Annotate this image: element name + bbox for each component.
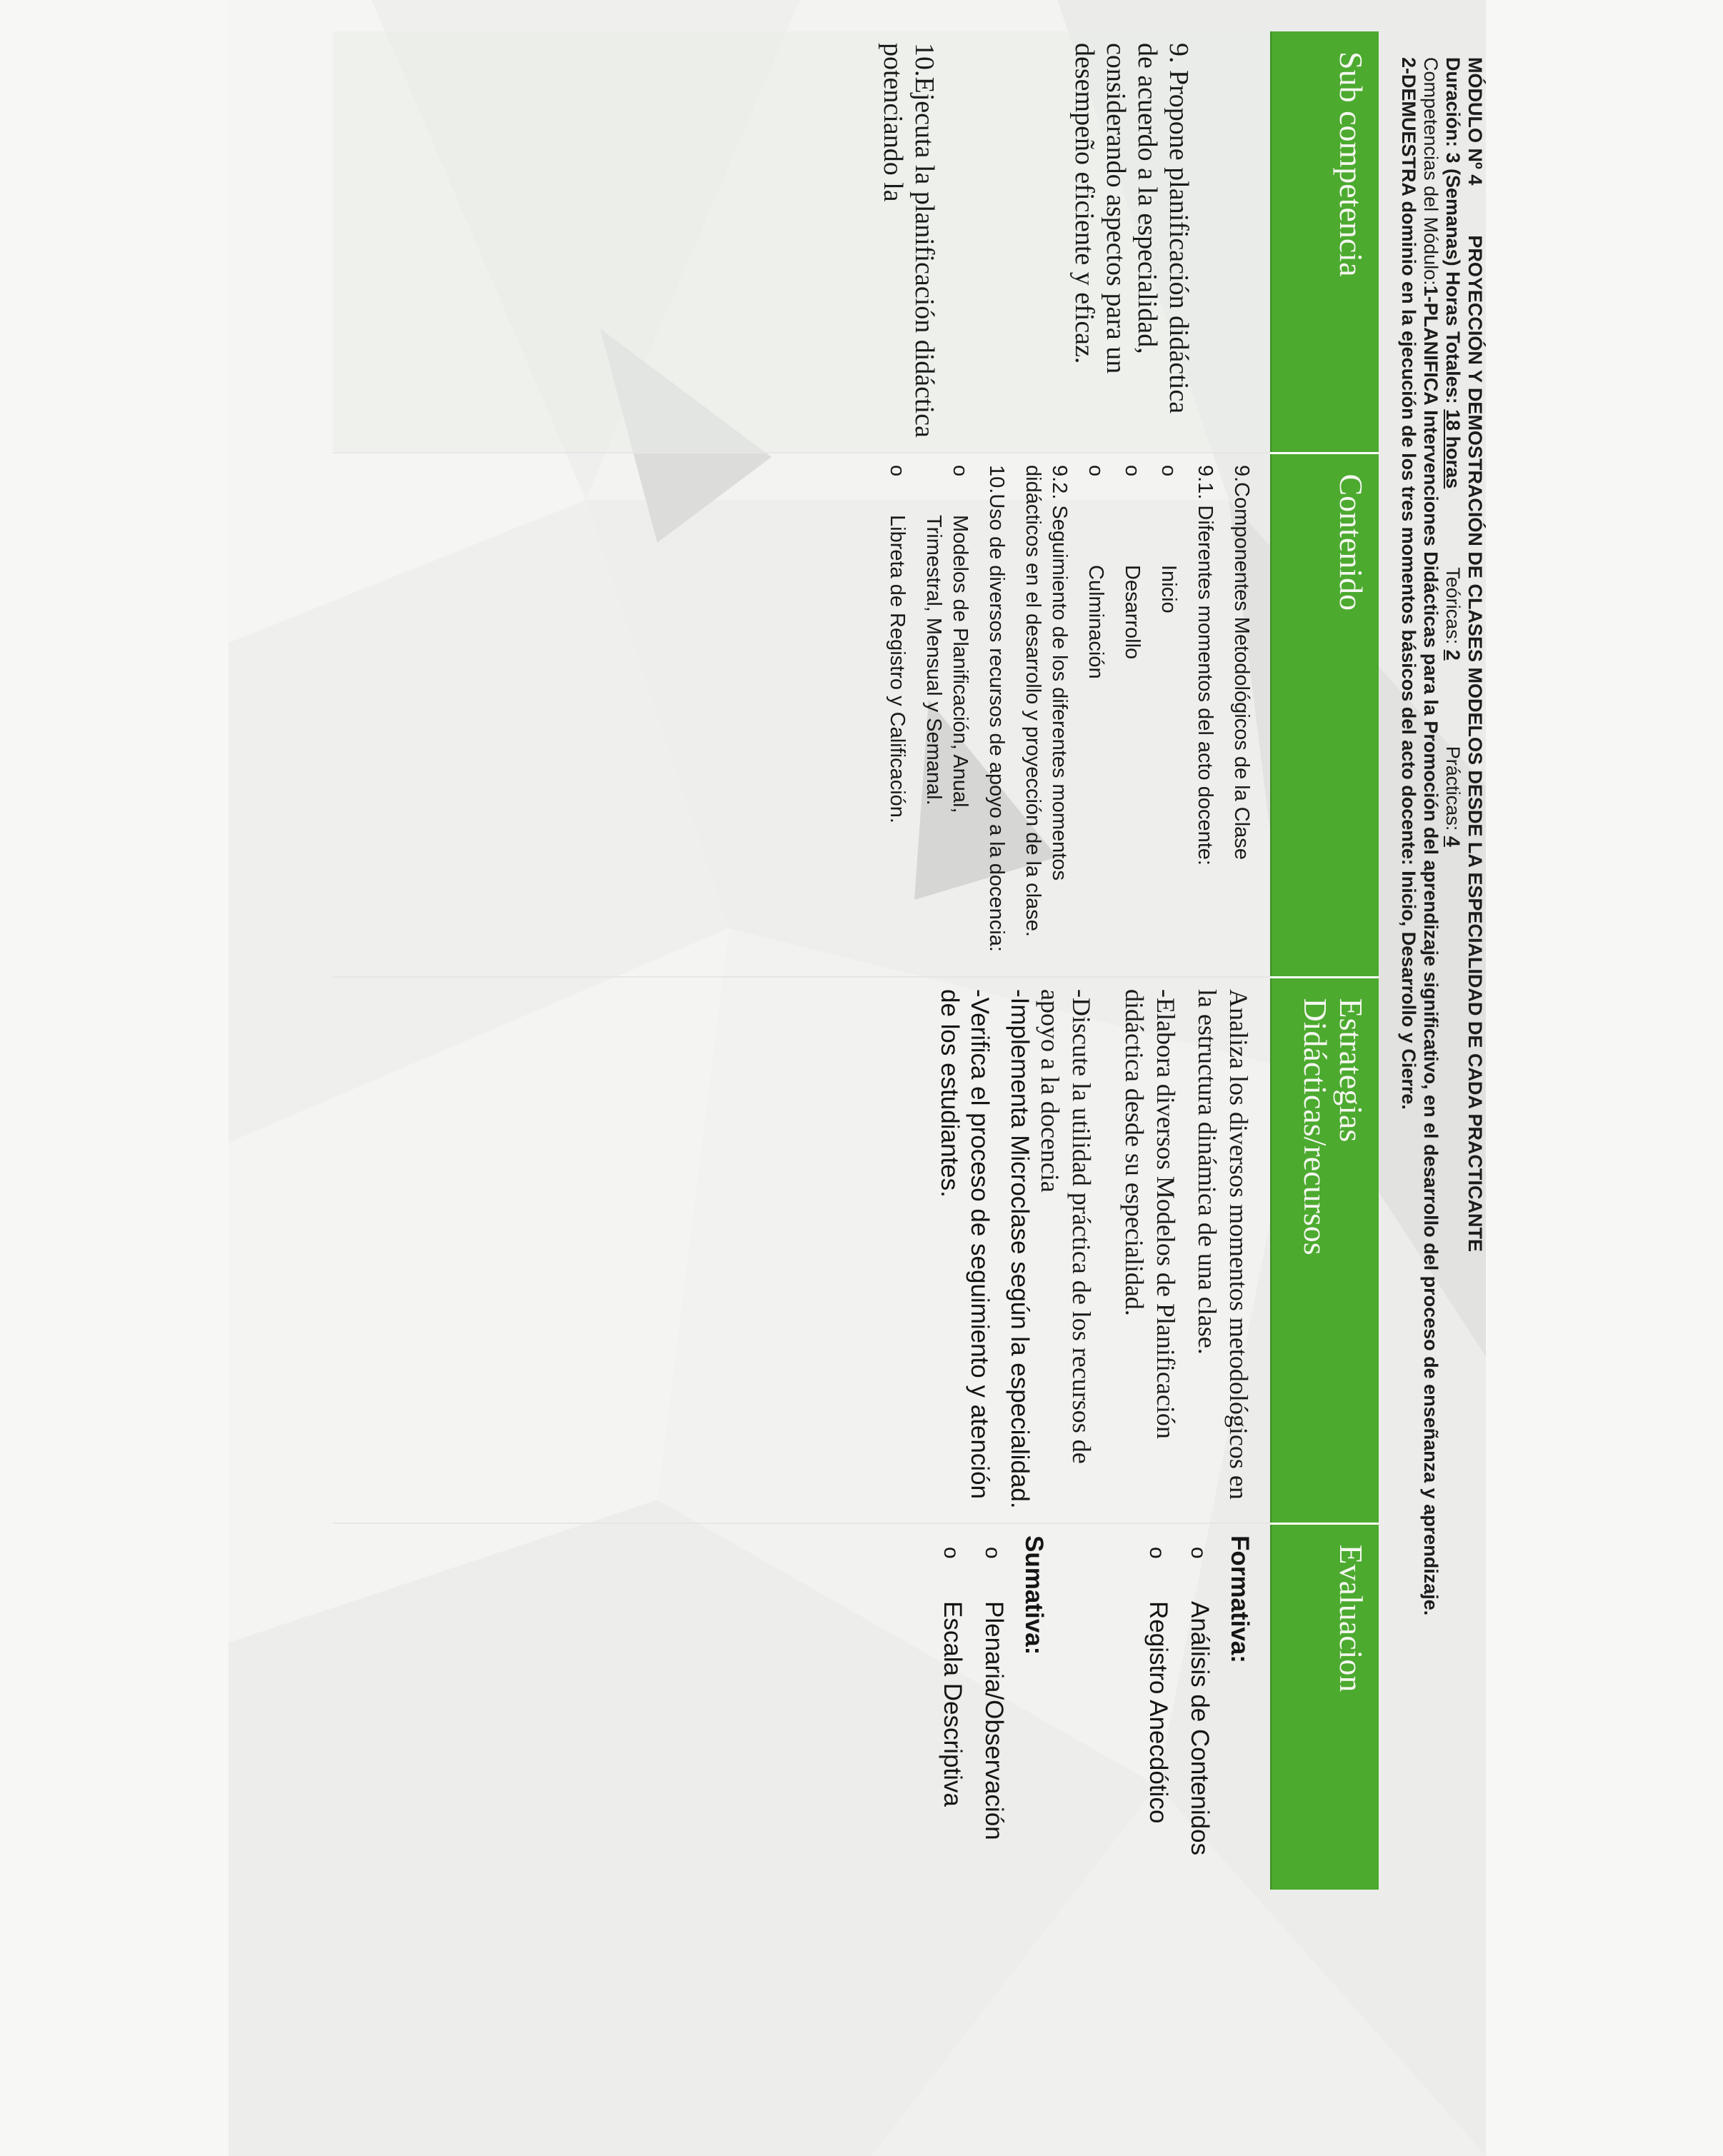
header-evaluacion: Evaluacion (1271, 1523, 1379, 1890)
cell-estrategias (333, 977, 1271, 1523)
module-table (333, 31, 1379, 1890)
cell-evaluacion (333, 1523, 1271, 1890)
header-estrategias: Estrategias Didácticas/recursos (1271, 977, 1379, 1523)
practice-value: 4 (1442, 836, 1464, 847)
cell-sub-competencia (333, 31, 1271, 453)
contenido-9-1: 9.1. Diferentes momentos del acto docente: (1194, 465, 1217, 866)
list-item: oInicio (1155, 465, 1182, 969)
estrategia-5: -Verifica el proceso de seguimiento y atención de los estudiantes. (936, 989, 994, 1500)
module-title-line (1464, 57, 1486, 2078)
total-hours: 18 horas (1442, 409, 1464, 489)
module-title: PROYECCIÓN Y DEMOSTRACIÓN DE CLASES MODELOS DESDE LA ESPECIALIDAD DE CADA PRACTICANTE (1464, 235, 1486, 1253)
estrategia-3: -Discute la utilidad práctica de los recursos de apoyo a la docencia (1036, 989, 1096, 1464)
bullet-mark: o (886, 465, 909, 477)
table-header-row (1271, 31, 1379, 1890)
list-item: oLibreta de Registro y Calificación. (884, 465, 910, 969)
sub-competencia-10: 10.Ejecuta la planificación didáctica potenciando la (878, 43, 939, 438)
bullet-mark: o (939, 1547, 963, 1559)
list-item: oDesarrollo (1119, 465, 1145, 969)
estrategia-2: -Elabora diversos Modelos de Planificación didáctica desde su especialidad. (1120, 989, 1180, 1439)
duration-line (1442, 57, 1464, 2078)
competency-2-line (1397, 57, 1419, 2078)
bullet-mark: o (1145, 1547, 1169, 1559)
bullet-mark: o (1084, 465, 1107, 477)
list-item: oPlenaria/Observación (977, 1535, 1009, 1882)
contenido-9-2: 9.2. Seguimiento de los diferentes momentos didácticos en el desarrollo y proyección de la clase. (1022, 465, 1071, 937)
practice-label: Prácticas: (1442, 746, 1464, 836)
list-item: oAnálisis de Contenidos (1183, 1535, 1214, 1882)
list-item: oEscala Descriptiva (936, 1535, 967, 1882)
competency-1-line (1419, 57, 1442, 2078)
bullet-mark: o (1121, 465, 1144, 477)
bullet-mark: o (1157, 465, 1180, 477)
duration-label: Duración: 3 (Semanas) Horas Totales: (1442, 57, 1464, 410)
cell-contenido (333, 453, 1271, 977)
estrategia-1: Analiza los diversos momentos metodológicos en la estructura dinámica de una clase. (1193, 989, 1253, 1500)
header-contenido: Contenido (1271, 453, 1379, 977)
competency-2-keyword: 2-DEMUESTRA (1398, 57, 1419, 196)
document-page (229, 0, 1486, 2156)
bullet-mark: o (949, 465, 972, 477)
competency-2-text: dominio en la ejecución de los tres momentos básicos del acto docente: Inicio, Desarrollo y Cierre. (1398, 196, 1419, 1110)
sub-competencia-9: 9. Propone planificación didáctica de acuerdo a la especialidad, considerando aspectos para un desempeño eficiente y eficaz. (1069, 43, 1194, 414)
competency-1-keyword: 1-PLANIFICA (1420, 285, 1442, 405)
estrategia-4: -Implementa Microclase según la especialidad. (1006, 989, 1034, 1509)
contenido-9: 9.Componentes Metodológicos de la Clase (1230, 465, 1253, 860)
document-header (1397, 57, 1486, 2078)
competency-1-text: Intervenciones Didácticas para la Promoción del aprendizaje significativo, en el desarrollo del proceso de enseñanza y aprendizaje. (1420, 404, 1442, 1616)
list-item-continuation: Trimestral, Mensual y Semanal. (922, 515, 945, 806)
contenido-10: 10.Uso de diversos recursos de apoyo a la docencia: (985, 465, 1008, 952)
bullet-mark: o (981, 1547, 1004, 1559)
table-row (333, 31, 1271, 1890)
rotated-content (229, 0, 1486, 2156)
list-item: oRegistro Anecdótico (1142, 1535, 1173, 1882)
list-item: oModelos de Planificación, Anual, (947, 465, 973, 969)
theory-value: 2 (1442, 649, 1464, 661)
header-sub-competencia: Sub competencia (1271, 31, 1379, 453)
competencies-label: Competencias del Módulo: (1420, 57, 1442, 286)
theory-label: Teóricas: (1442, 567, 1464, 650)
list-item: oCulminación (1082, 465, 1109, 969)
sumativa-heading: Sumativa: (1020, 1535, 1048, 1655)
formativa-heading: Formativa: (1226, 1535, 1254, 1663)
module-number: MÓDULO Nº 4 (1464, 57, 1486, 186)
bullet-mark: o (1187, 1547, 1210, 1559)
